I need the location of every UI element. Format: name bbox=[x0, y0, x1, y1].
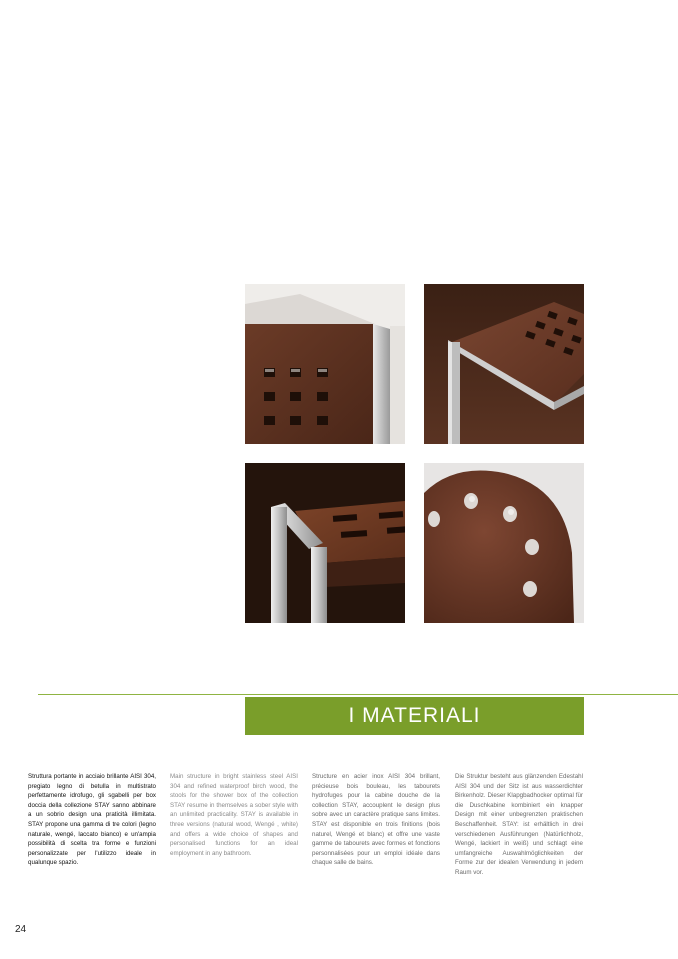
page-number: 24 bbox=[15, 924, 27, 935]
text-column-french: Structure en acier inox AISI 304 brillant, précieuse bois bouleau, les tabourets hydrofuges pour la cabine douche de la collection STAY, accouplent le design plus sobre avec un caractère pratique sans limites. STAY est disponible en trois finitions (bois naturel, Wengé et blanc) et offre une vaste gamme de tabourets avec formes et fonctions personnalisées pour un emploi idéale dans chaque salle de bains. bbox=[312, 773, 440, 867]
stool-corner-image bbox=[245, 284, 405, 444]
stool-seat-image bbox=[424, 284, 584, 444]
text-column-italian: Struttura portante in acciaio brillante AISI 304, pregiato legno di betulla in multistrato perfettamente idrofugo, gli sgabelli per box doccia della collezione STAY sanno abbinare a un sobrio design una praticità illimitata. STAY propone una gamma di tre colori (legno naturale, wengé, laccato bianco) e un'ampia possibilità di scelta tra forme e funzioni personalizzate per l'utilizzo ideale in qualunque spazio. bbox=[28, 773, 156, 867]
stool-rounded-image bbox=[424, 463, 584, 623]
section-title: I MATERIALI bbox=[348, 704, 481, 727]
photo-stool-corner-detail bbox=[245, 284, 405, 444]
text-column-english: Main structure in bright stainless steel AISI 304 and refined waterproof birch wood, the stools for the shower box of the collection STAY resume in themselves a sober style with an unlimited practicality. STAY is available in three versions (natural wood, Wengé , white) and offers a wide choice of shapes and personalised functions for an ideal employment in any bathroom. bbox=[170, 773, 298, 857]
photo-stool-seat-angle bbox=[424, 284, 584, 444]
section-divider-line bbox=[38, 694, 678, 695]
photo-stool-rounded-edge bbox=[424, 463, 584, 623]
photo-stool-frame-close-up bbox=[245, 463, 405, 623]
text-column-german: Die Struktur besteht aus glänzenden Edestahl AISI 304 und der Sitz ist aus wasserdichter Birkenholz. Dieser Klapgbadhocker optimal für die Duschkabine kombiniert ein knapper Design mit einer unbegrenzten praktischen Beschaffenheit. STAY: ist erhältlich in drei verschiedenen Ausführungen (Natürlichholz, Wengé, lackiert in weiß) und schlagt eine umfangreiche Auswahlmöglichkeiten der Forme zur der idealen Verwendung in jedem Raum vor. bbox=[455, 773, 583, 876]
stool-frame-image bbox=[245, 463, 405, 623]
section-title-banner bbox=[245, 697, 584, 735]
